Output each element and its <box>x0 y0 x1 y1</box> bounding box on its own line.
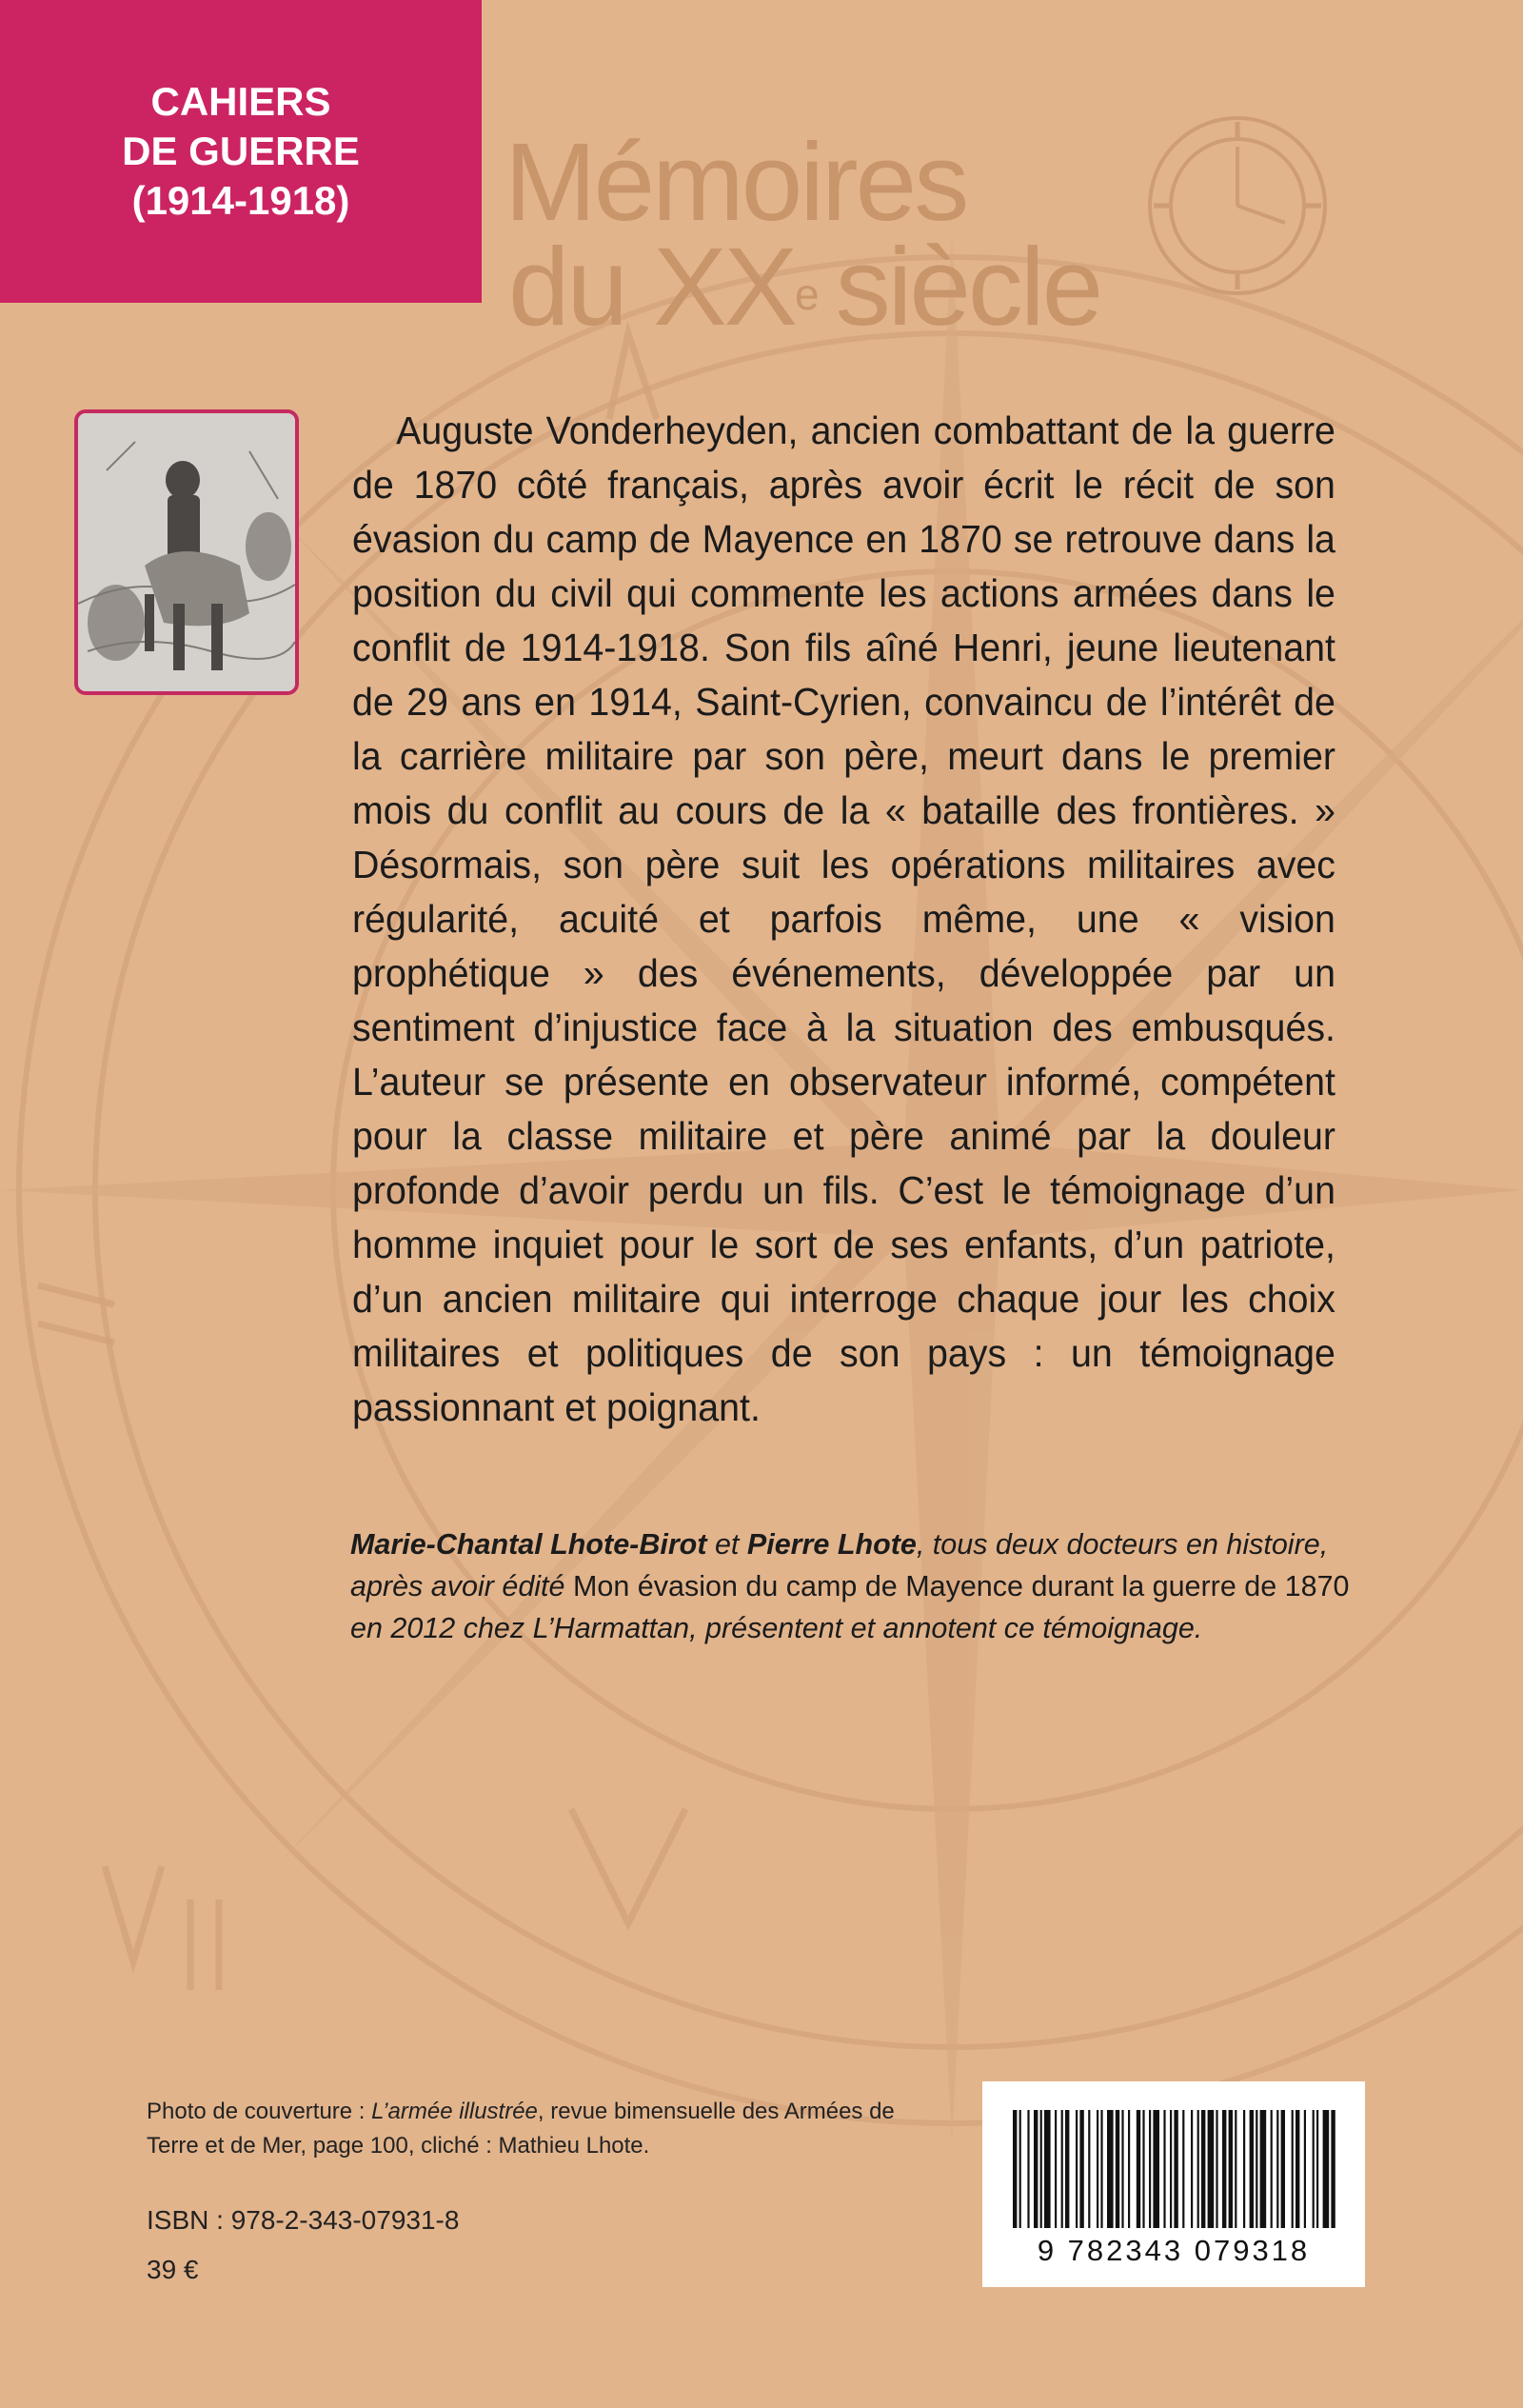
barcode-bar <box>1174 2110 1177 2228</box>
barcode-bar <box>1276 2110 1278 2228</box>
barcode-bar <box>1076 2110 1078 2228</box>
barcode-bar <box>1243 2110 1245 2228</box>
collection-title-post: siècle <box>835 225 1101 348</box>
barcode-bar <box>1216 2110 1217 2228</box>
barcode-bar <box>1323 2110 1330 2228</box>
barcode-bar <box>1256 2110 1257 2228</box>
barcode-bar <box>1222 2110 1226 2228</box>
barcode-bar <box>1281 2110 1285 2228</box>
barcode-bar <box>1170 2110 1172 2228</box>
barcode-bar <box>1128 2110 1130 2228</box>
barcode-bar <box>1208 2110 1215 2228</box>
authors-text-2: en 2012 chez L’Harmattan, présentent et annotent ce témoignage. <box>350 1612 1203 1644</box>
barcode-bar <box>1313 2110 1315 2228</box>
cover-photo <box>74 409 299 695</box>
barcode-bar <box>1013 2110 1017 2228</box>
barcode-bar <box>1316 2110 1318 2228</box>
barcode-bar <box>1197 2110 1199 2228</box>
clock-icon <box>1142 110 1333 301</box>
photo-credit-post: , revue bimensuelle des Armées de Terre et de Mer, page 100, cliché : Mathieu Lhote. <box>147 2099 895 2159</box>
series-line-3: (1914-1918) <box>131 178 350 223</box>
author-1: Marie-Chantal Lhote-Birot <box>350 1528 707 1561</box>
barcode-bar <box>1055 2110 1057 2228</box>
book-description: Auguste Vonderheyden, ancien combattant de la guerre de 1870 côté français, après avoir écrit le récit de son évasion du camp de Mayence en 1870 se retrouve dans la position du civil qui commente les actions armées dans le conflit de 1914-1918. Son fils aîné Henri, jeune lieutenant de 29 ans en 1914, Saint-Cyrien, convaincu de l’intérêt de la carrière militaire par son père, meurt dans le premier mois du conflit au cours de la « bataille des frontières. » Désormais, son père suit les opérations militaires avec régularité, acuité et parfois même, une « vision prophétique » des événements, développée par un sentiment d’injustice face à la situation des embusqués. L’auteur se présente en observateur informé, compétent pour la classe militaire et père animé par la douleur profonde d’avoir perdu un fils. C’est le témoignage d’un homme inquiet pour le sort de ses enfants, d’un patriote, d’un ancien militaire qui interroge chaque jour les choix militaires et politiques de son pays : un témoignage passionnant et poignant. <box>352 408 1335 1429</box>
barcode-bar <box>1304 2110 1306 2228</box>
series-line-2: DE GUERRE <box>122 129 360 173</box>
collection-title-superscript: e <box>795 269 817 319</box>
previous-book-title: Mon évasion du camp de Mayence durant la guerre de 1870 <box>572 1570 1350 1602</box>
cavalry-officer-illustration <box>78 413 295 691</box>
series-box <box>0 0 482 303</box>
authors-conjunction: et <box>706 1528 747 1561</box>
barcode-bar <box>1292 2110 1294 2228</box>
photo-credit-pre: Photo de couverture : <box>147 2099 372 2124</box>
barcode-bar <box>1153 2110 1159 2228</box>
barcode-bar <box>1019 2110 1021 2228</box>
price: 39 € <box>147 2255 199 2284</box>
barcode-bar <box>1260 2110 1267 2228</box>
barcode-bar <box>1079 2110 1083 2228</box>
photo-credit-title: L’armée illustrée <box>371 2099 538 2124</box>
barcode-bar <box>1250 2110 1254 2228</box>
barcode-bar <box>1027 2110 1029 2228</box>
barcode-bar <box>1116 2110 1119 2228</box>
barcode-bar <box>1065 2110 1069 2228</box>
barcode-bar <box>1044 2110 1051 2228</box>
barcode-bar <box>1191 2110 1193 2228</box>
barcode-digits: 9 782343 079318 <box>1037 2234 1311 2267</box>
barcode-bar <box>1097 2110 1098 2228</box>
barcode-bar <box>1142 2110 1144 2228</box>
barcode-bar <box>1107 2110 1114 2228</box>
barcode-bar <box>1271 2110 1273 2228</box>
barcode-bar <box>1061 2110 1063 2228</box>
collection-title <box>504 120 1101 348</box>
barcode-bar <box>1331 2110 1335 2228</box>
photo-credit <box>147 2095 908 2163</box>
authors-note <box>350 1523 1380 1649</box>
barcode-bar <box>1296 2110 1299 2228</box>
barcode-bar <box>1182 2110 1184 2228</box>
barcode-bar <box>1229 2110 1233 2228</box>
author-2: Pierre Lhote <box>746 1528 917 1561</box>
barcode-bar <box>1235 2110 1236 2228</box>
isbn: ISBN : 978-2-343-07931-8 <box>147 2205 460 2235</box>
series-line-1: CAHIERS <box>150 79 331 124</box>
barcode-bar <box>1088 2110 1090 2228</box>
barcode-bar <box>1034 2110 1038 2228</box>
barcode-bar <box>1040 2110 1042 2228</box>
collection-title-line-2 <box>508 225 1101 348</box>
authors-text-1: , tous deux docteurs en histoire, après avoir édité <box>350 1528 1329 1602</box>
collection-title-pre: du XX <box>508 225 795 348</box>
barcode-bar <box>1149 2110 1151 2228</box>
barcode <box>982 2081 1365 2287</box>
collection-title-line-1: Mémoires <box>504 120 967 244</box>
barcode-bar <box>1163 2110 1165 2228</box>
barcode-bar <box>1201 2110 1205 2228</box>
barcode-bar <box>1121 2110 1123 2228</box>
barcode-bar <box>1100 2110 1102 2228</box>
barcode-bar <box>1137 2110 1140 2228</box>
